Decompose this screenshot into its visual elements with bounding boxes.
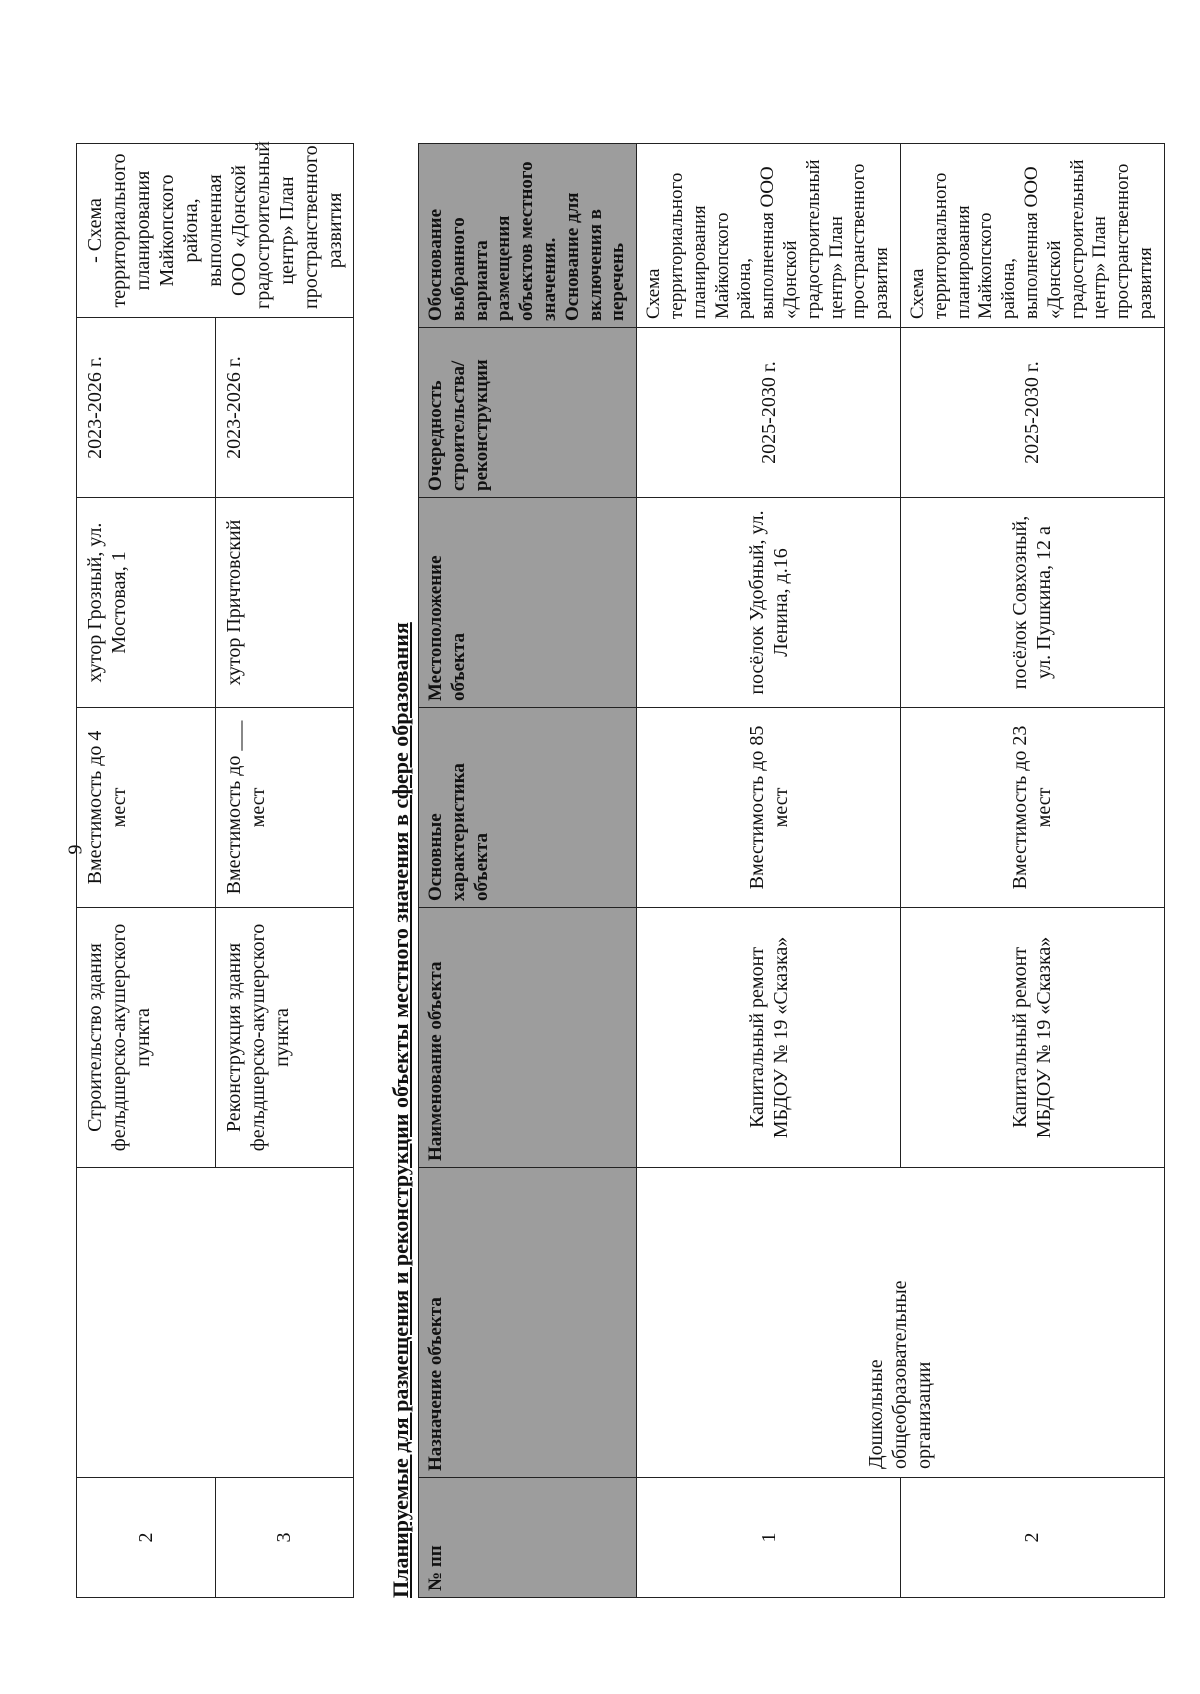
healthcare-objects-table [76, 143, 354, 1598]
object-purpose: Дошкольные общеобразовательные организации [637, 1168, 1165, 1478]
rotated-page-content [0, 104, 1156, 1694]
header-order: Очередность строительства/ реконструкции [419, 328, 637, 498]
row-number: 2 [900, 1478, 1164, 1598]
object-name: Капитальный ремонт МБДОУ № 19 «Сказка» [637, 908, 901, 1168]
construction-period: 2023-2026 г. [215, 318, 354, 498]
justification: - Схема территориального планирования Майкопского района, выполненная ООО «Донской градостроительный центр» План пространственного развития [77, 144, 354, 318]
object-characteristics: Вместимость до 85 мест [637, 708, 901, 908]
object-location: хутор Грозный, ул. Мостовая, 1 [77, 498, 216, 708]
section-heading: Планируемые для размещения и реконструкции объекты местного значения в сфере образования [388, 622, 413, 1598]
row-number: 3 [215, 1478, 354, 1598]
construction-order: 2025-2030 г. [637, 328, 901, 498]
header-num: № пп [419, 1478, 637, 1598]
header-characteristics: Основные характеристика объекта [419, 708, 637, 908]
object-location: хутор Причтовский [215, 498, 354, 708]
justification: Схема территориального планирования Майкопского района, выполненная ООО «Донской градостроительный центр» План пространственного развития [637, 144, 901, 328]
object-name: Строительство здания фельдшерско-акушерского пункта [77, 908, 216, 1168]
object-capacity: Вместимость до ___ мест [215, 708, 354, 908]
construction-order: 2025-2030 г. [900, 328, 1164, 498]
header-name: Наименование объекта [419, 908, 637, 1168]
object-purpose-cell [77, 1168, 354, 1478]
row-number: 2 [77, 1478, 216, 1598]
object-characteristics: Вместимость до 23 мест [900, 708, 1164, 908]
table-row [77, 144, 216, 1598]
justification: Схема территориального планирования Майкопского района, выполненная ООО «Донской градостроительный центр» План пространственного развития [900, 144, 1164, 328]
page-number: 9 [64, 844, 87, 855]
header-purpose: Назначение объекта [419, 1168, 637, 1478]
header-location: Местоположение объекта [419, 498, 637, 708]
table-header-row [419, 144, 637, 1598]
object-location: посёлок Совхозный, ул. Пушкина, 12 а [900, 498, 1164, 708]
construction-period: 2023-2026 г. [77, 318, 216, 498]
object-capacity: Вместимость до 4 мест [77, 708, 216, 908]
table-row [637, 144, 901, 1598]
object-name: Капитальный ремонт МБДОУ № 19 «Сказка» [900, 908, 1164, 1168]
row-number: 1 [637, 1478, 901, 1598]
education-objects-table [418, 143, 1165, 1598]
header-justification: Обоснование выбранного варианта размещения объектов местного значения. Основание для включения в перечень [419, 144, 637, 328]
object-location: посёлок Удобный, ул. Ленина, д.16 [637, 498, 901, 708]
object-name: Реконструкция здания фельдшерско-акушерского пункта [215, 908, 354, 1168]
